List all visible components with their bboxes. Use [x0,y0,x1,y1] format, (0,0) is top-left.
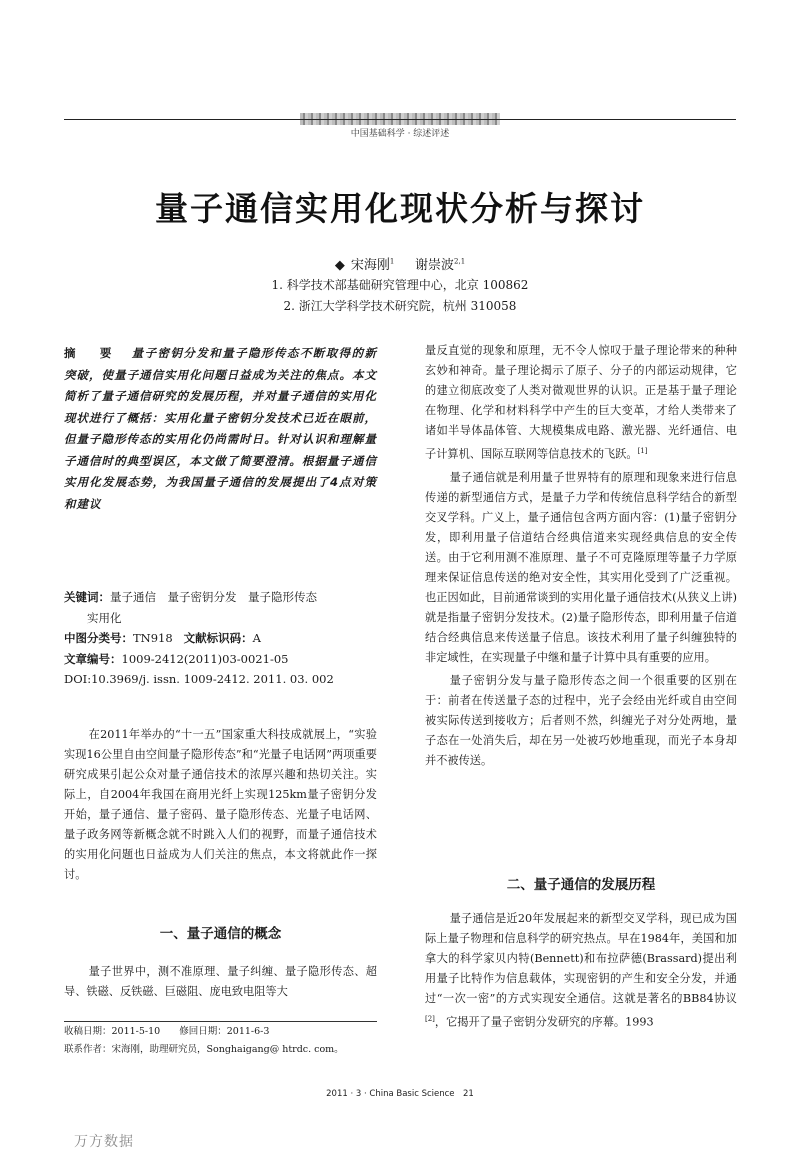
right-column [425,341,737,771]
author-2-affil-mark: 2,1 [454,257,466,266]
author-1: 宋海刚 [350,258,390,273]
section-1-paragraph [64,962,377,1002]
article-number-value: 1009-2412(2011)03-0021-05 [121,651,289,666]
clc-value: TN918 [133,631,173,645]
footnote-contact: 联系作者：宋海刚，助理研究员，Songhaigang@ htrdc. com。 [64,1044,344,1055]
section-1-text: 量子世界中，测不准原理、量子纠缠、量子隐形传态、超导、铁磁、反铁磁、巨磁阻、庞电致电阻等大 [64,965,377,998]
keywords [64,587,377,608]
right-paragraph-3: 量子密钥分发与量子隐形传态之间一个很重要的区别在于：前者在传送量子态的过程中，光子会经由光纤或自由空间被实际传送到接收方；后者则不然，纠缠光子对分处两地，量子态在一处消失后，却在另一处被巧妙地重现，而光子本身却并不被传送。 [425,673,737,767]
article-meta [64,587,377,690]
keywords-label: 关键词： [64,590,110,604]
clc-label: 中图分类号： [64,631,133,645]
affiliation-1: 1. 科学技术部基础研究管理中心，北京 100862 [271,278,529,292]
abstract [64,343,377,515]
classification-line [64,628,377,649]
doi: DOI:10.3969/j. issn. 1009-2412. 2011. 03. 002 [64,672,334,686]
watermark: 万方数据 [74,1134,134,1150]
article-title: 量子通信实用化现状分析与探讨 [155,189,645,228]
article-number-label: 文章编号： [64,651,122,666]
section-1-heading: 一、量子通信的概念 [159,926,282,942]
intro-paragraph [64,725,377,885]
right-paragraph-1-text: 量反直觉的现象和原理，无不令人惊叹于量子理论带来的种种玄妙和神奇。量子理论揭示了原子、分子的内部运动规律，它的建立彻底改变了人类对微观世界的认识。正是基于量子理论在物理、化学和材料科学中产生的巨大变革，才给人类带来了诸如半导体晶体管、大规模集成电路、激光器、光纤通信、电子计算机、国际互联网等信息技术的飞跃。 [425,344,737,461]
citation-1: [1] [637,447,648,455]
intro-text: 在2011年举办的“十一五”国家重大科技成就展上，“实验实现16公里自由空间量子隐形传态”和“光量子电话网”两项重要研究成果引起公众对量子通信技术的浓厚兴趣和热切关注。实际上，自2004年我国在商用光纤上实现125km量子密钥分发开始，量子通信、量子密码、量子隐形传态、光量子电话网、量子政务网等新概念就不时跳入人们的视野，而量子通信技术的实用化问题也日益成为人们关注的焦点，本文将就此作一探讨。 [64,728,377,881]
doc-code-value: A [252,631,261,645]
section-2-text-end: ，它揭开了量子密钥分发研究的序幕。1993 [434,1015,654,1029]
article-number-line [64,649,377,670]
footnote-dates: 收稿日期：2011-5-10 修回日期：2011-6-3 [64,1026,270,1037]
abstract-text: 量子密钥分发和量子隐形传态不断取得的新突破，使量子通信实用化问题日益成为关注的焦点。本文简析了量子通信研究的发展历程，并对量子通信的实用化现状进行了概括：实用化量子密钥分发技术已近在眼前，但量子隐形传态的实用化仍尚需时日。针对认识和理解量子通信时的典型误区，本文做了简要澄清。根据量子通信实用化发展态势，为我国量子通信的发展提出了4点对策和建议 [64,346,378,511]
header-rule [64,119,736,120]
affiliation-2: 2. 浙江大学科学技术研究院，杭州 310058 [283,299,517,313]
footnote-rule [64,1021,377,1022]
journal-section-label: 中国基础科学 · 综述评述 [350,129,450,139]
authors-line [0,254,800,273]
right-paragraph-1 [425,341,737,465]
abstract-label: 摘 要 [64,346,118,360]
right-paragraph-2: 量子通信就是利用量子世界特有的原理和现象来进行信息传递的新型通信方式，是量子力学和传统信息科学结合的新型交叉学科。广义上，量子通信包含两方面内容：(1)量子密钥分发，即利用量子信道结合经典信道来实现经典信息的安全传送。由于它利用测不准原理、量子不可克隆原理等量子力学原理来保证信息传送的绝对安全性，其实用化受到了广泛重视。也正因如此，目前通常谈到的实用化量子通信技术(从狭义上讲)就是指量子密钥分发技术。(2)量子隐形传态，即利用量子信道结合经典信息来传送量子信息。该技术利用了量子纠缠独特的非定域性，在实现量子中继和量子计算中具有重要的应用。 [425,470,737,664]
section-2-text [425,909,737,1033]
doc-code-label: 文献标识码： [183,631,253,645]
author-1-affil-mark: 1 [389,257,395,266]
section-2-text-main: 量子通信是近20年发展起来的新型交叉学科，现已成为国际上量子物理和信息科学的研究热点。早在1984年，美国和加拿大的科学家贝内特(Bennett)和布拉萨德(Brassard)提出利用量子比特作为信息载体，实现密钥的产生和安全分发，并通过“一次一密”的方式实现安全通信。这就是著名的BB84协议 [425,912,737,1005]
keywords-text-cont: 实用化 [87,610,122,625]
author-2: 谢崇波 [415,258,455,273]
citation-2: [2] [425,1015,435,1023]
keywords-text: 量子通信 量子密钥分发 量子隐形传态 [110,590,317,604]
page-footer: 2011 · 3 · China Basic Science 21 [326,1089,474,1099]
section-2-heading: 二、量子通信的发展历程 [506,877,656,893]
section-2-paragraph [425,909,737,1033]
diamond-icon: ◆ [334,258,345,273]
